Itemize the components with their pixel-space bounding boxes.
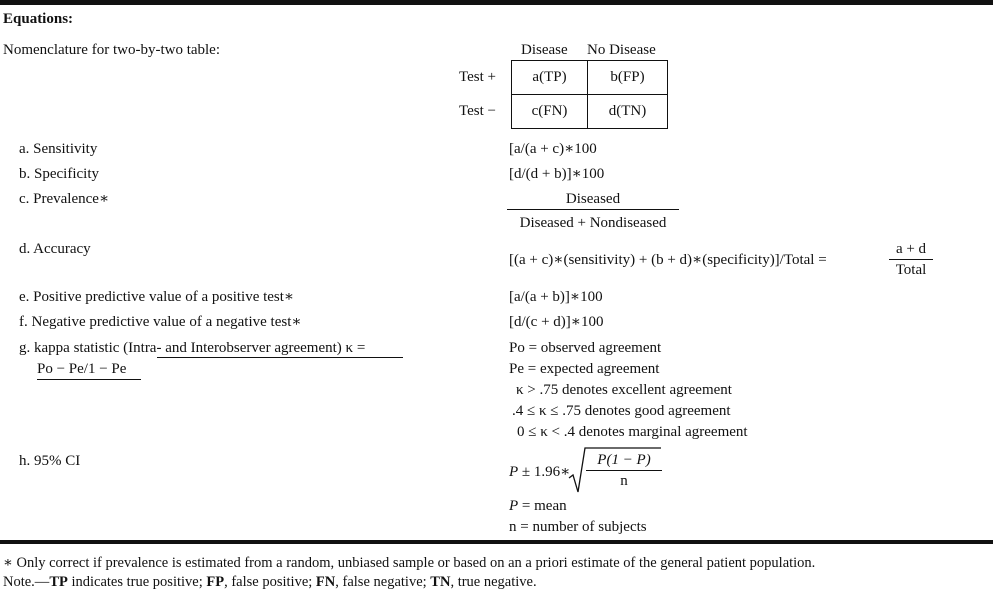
nomenclature-label: Nomenclature for two-by-two table: <box>3 42 221 58</box>
ci-formula-prefix: ± 1.96∗ <box>518 464 571 480</box>
cell-fn: c(FN) <box>531 103 568 119</box>
ci-n: n = number of subjects <box>509 519 647 535</box>
fraction-bar <box>586 470 662 471</box>
note-abbr-tn: TN <box>430 574 451 590</box>
kappa-marginal: 0 ≤ κ < .4 denotes marginal agreement <box>517 424 748 440</box>
ci-mean-text: = mean <box>518 498 567 514</box>
col-header-disease: Disease <box>521 42 568 58</box>
prevalence-fraction <box>507 190 679 232</box>
accuracy-fraction <box>889 240 933 279</box>
item-g-label-line2: Po − Pe/1 − Pe <box>37 361 127 377</box>
kappa-excellent: κ > .75 denotes excellent agreement <box>516 382 732 398</box>
item-f-formula: [d/(c + d)]∗100 <box>509 314 604 330</box>
accuracy-denominator: Total <box>895 262 927 278</box>
cell-tp: a(TP) <box>532 69 567 85</box>
ci-formula <box>509 463 570 481</box>
sqrt-numerator: P(1 − P) <box>597 452 651 468</box>
item-a-formula: [a/(a + c)∗100 <box>509 141 597 157</box>
item-e-label: e. Positive predictive value of a positive test∗ <box>19 289 295 305</box>
item-f-label: f. Negative predictive value of a negative test∗ <box>19 314 302 330</box>
table-horizontal-divider <box>512 94 667 95</box>
item-e-formula: [a/(a + b)]∗100 <box>509 289 603 305</box>
cell-tn: d(TN) <box>608 103 647 119</box>
kappa-pe: Pe = expected agreement <box>509 361 660 377</box>
ci-mean <box>509 497 567 515</box>
kappa-po: Po = observed agreement <box>509 340 662 356</box>
note-prefix: Note.— <box>3 574 50 590</box>
item-h-label: h. 95% CI <box>19 453 81 469</box>
ci-p-variable: P <box>509 464 519 480</box>
item-c-label: c. Prevalence∗ <box>19 191 110 207</box>
bottom-rule <box>0 540 993 544</box>
note-abbr-tp: TP <box>49 574 68 590</box>
ci-mean-variable: P <box>509 498 519 514</box>
equations-title: Equations: <box>3 11 74 27</box>
item-g-label-prefix: g. kappa statistic <box>19 340 124 356</box>
kappa-label-underline <box>157 357 403 358</box>
item-b-label: b. Specificity <box>19 166 99 182</box>
prevalence-numerator: Diseased <box>565 191 621 207</box>
item-d-formula: [(a + c)∗(sensitivity) + (b + d)∗(specificity)]/Total = <box>509 252 827 268</box>
two-by-two-table <box>511 60 668 129</box>
item-g-label-paren: (Intra- and Interobserver agreement) κ = <box>123 340 366 356</box>
footnote: ∗ Only correct if prevalence is estimated from a random, unbiased sample or based on an a priori estimate of the general patient population. <box>3 555 816 571</box>
fraction-bar <box>889 259 933 260</box>
fraction-bar <box>507 209 679 210</box>
row-header-test-positive: Test + <box>459 69 496 85</box>
sqrt-fraction <box>586 451 662 490</box>
item-a-label: a. Sensitivity <box>19 141 98 157</box>
prevalence-denominator: Diseased + Nondiseased <box>519 215 667 231</box>
sqrt-denominator: n <box>620 473 628 489</box>
item-b-formula: [d/(d + b)]∗100 <box>509 166 605 182</box>
note-text-fp: , false positive; <box>224 574 316 590</box>
kappa-good: .4 ≤ κ ≤ .75 denotes good agreement <box>512 403 731 419</box>
item-d-label: d. Accuracy <box>19 241 91 257</box>
note-abbr-fp: FP <box>206 574 225 590</box>
col-header-no-disease: No Disease <box>587 42 656 58</box>
note-abbr-fn: FN <box>315 574 336 590</box>
row-header-test-negative: Test − <box>459 103 496 119</box>
note-text-fn: , false negative; <box>335 574 431 590</box>
top-rule <box>0 0 993 5</box>
abbreviation-note <box>3 573 537 591</box>
cell-fp: b(FP) <box>610 69 645 85</box>
note-text-tp: indicates true positive; <box>67 574 207 590</box>
item-g-label <box>19 339 365 357</box>
accuracy-numerator: a + d <box>895 241 927 257</box>
kappa-formula-underline <box>37 379 141 380</box>
note-text-tn: , true negative. <box>450 574 537 590</box>
